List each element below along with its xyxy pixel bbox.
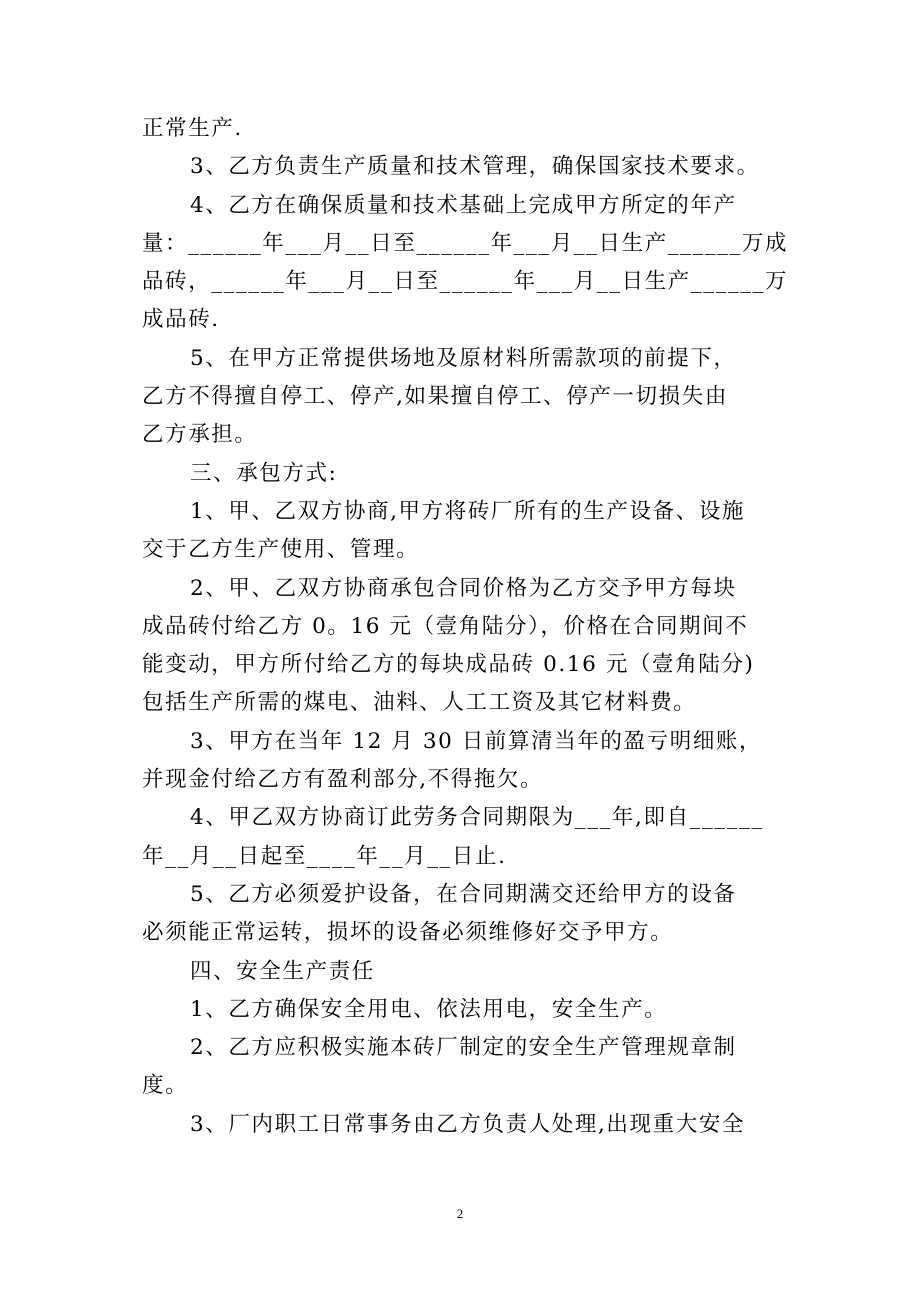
text-line: 能变动，甲方所付给乙方的每块成品砖 0.16 元（壹角陆分): [142, 652, 755, 678]
text-line: 乙方承担。: [142, 422, 258, 448]
text-line: 成品砖.: [142, 307, 220, 333]
text-line: 品砖，______年___月__日至______年___月__日生产______万: [142, 269, 789, 295]
text-line: 成品砖付给乙方 0。16 元（壹角陆分），价格在合同期间不: [142, 613, 749, 639]
text-line: 3、甲方在当年 12 月 30 日前算清当年的盈亏明细账，: [190, 728, 763, 754]
text-line: 3、厂内职工日常事务由乙方负责人处理,出现重大安全: [190, 1111, 746, 1137]
contract-body-text: [142, 110, 789, 1144]
text-line: 度。: [142, 1073, 189, 1099]
text-line: 三、承包方式:: [190, 460, 338, 486]
text-line: 4、乙方在确保质量和技术基础上完成甲方所定的年产: [190, 192, 737, 218]
text-line: 乙方不得擅自停工、停产,如果擅自停工、停产一切损失由: [142, 384, 728, 410]
text-line: 2、乙方应积极实施本砖厂制定的安全生产管理规章制: [190, 1035, 737, 1061]
text-line: 4、甲乙双方协商订此劳务合同期限为___年,即自______: [190, 805, 764, 831]
text-line: 2、甲、乙双方协商承包合同价格为乙方交予甲方每块: [190, 575, 737, 601]
text-line: 3、乙方负责生产质量和技术管理，确保国家技术要求。: [190, 154, 760, 180]
text-line: 1、乙方确保安全用电、依法用电，安全生产。: [190, 996, 668, 1022]
text-line: 并现金付给乙方有盈利部分,不得拖欠。: [142, 767, 544, 793]
text-line: 年__月__日起至____年__月__日止.: [142, 843, 507, 869]
text-line: 正常生产.: [142, 116, 243, 141]
text-line: 包括生产所需的煤电、油料、人工工资及其它材料费。: [142, 690, 697, 716]
text-line: 5、乙方必须爱护设备，在合同期满交还给甲方的设备: [190, 881, 737, 907]
text-line: 必须能正常运转，损坏的设备必须维修好交予甲方。: [142, 920, 674, 946]
text-line: 四、安全生产责任: [190, 958, 375, 984]
text-line: 量：______年___月__日至______年___月__日生产______万成: [142, 230, 789, 256]
text-line: 交于乙方生产使用、管理。: [142, 537, 420, 563]
page-number: 2: [456, 1206, 464, 1221]
text-line: 5、在甲方正常提供场地及原材料所需款项的前提下，: [190, 345, 737, 371]
text-line: 1、甲、乙双方协商,甲方将砖厂所有的生产设备、设施: [190, 498, 746, 524]
